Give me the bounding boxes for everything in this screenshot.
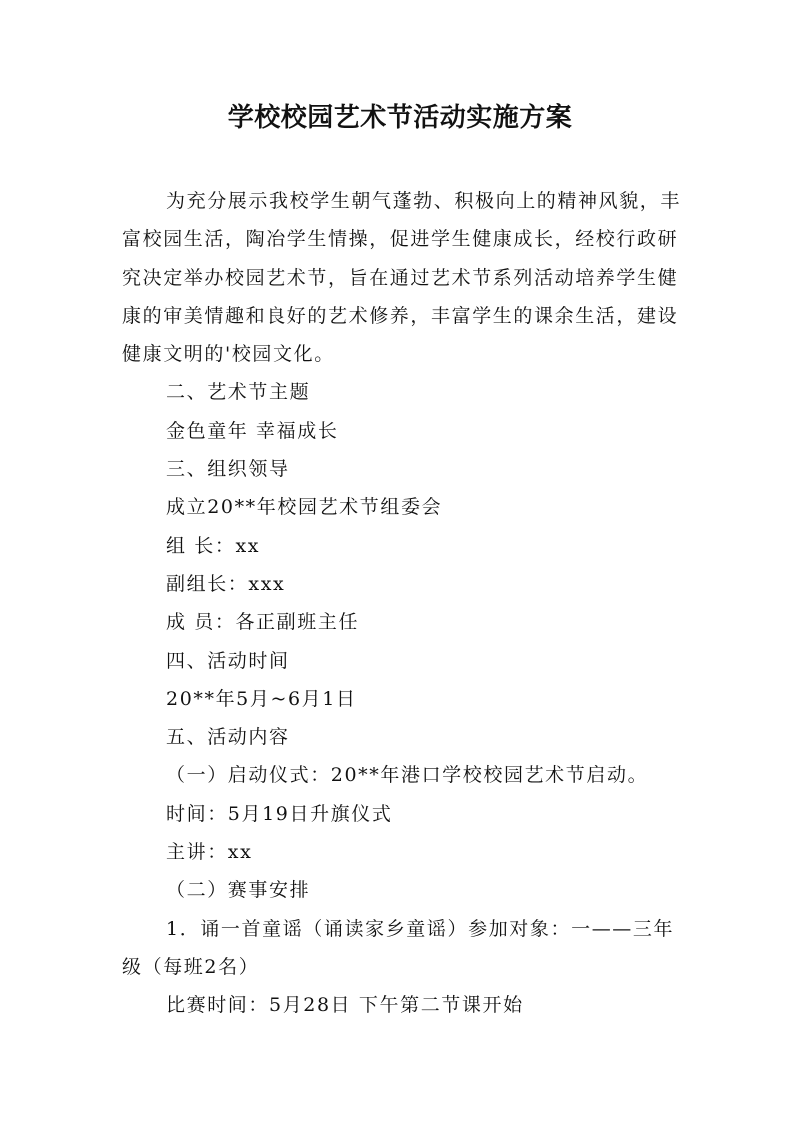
- competition-time-text: 比赛时间：5月28日 下午第二节课开始: [166, 994, 524, 1017]
- section-time-heading: 四、活动时间: [166, 649, 290, 672]
- theme-text: 金色童年 幸福成长: [166, 419, 339, 442]
- members-text: 成 员：各正副班主任: [166, 611, 360, 634]
- document-body: [122, 182, 688, 1025]
- ceremony-time-text: 时间：5月19日升旗仪式: [166, 802, 393, 825]
- launch-ceremony-text: （一）启动仪式：20**年港口学校校园艺术节启动。: [166, 764, 649, 787]
- event-arrangement-heading: （二）赛事安排: [166, 879, 311, 902]
- section-theme-heading: 二、艺术节主题: [166, 381, 311, 404]
- speaker-text: 主讲：xx: [166, 841, 253, 864]
- committee-text: 成立20**年校园艺术节组委会: [166, 496, 443, 519]
- leader-text: 组 长：xx: [166, 534, 261, 557]
- item-1-text: 1．诵一首童谣（诵读家乡童谣）参加对象：一——三年级（每班2名）: [122, 917, 675, 978]
- section-content-heading: 五、活动内容: [166, 726, 290, 749]
- activity-date-text: 20**年5月~6月1日: [166, 687, 357, 710]
- deputy-leader-text: 副组长：xxx: [166, 572, 286, 595]
- section-organization-heading: 三、组织领导: [166, 458, 290, 481]
- intro-paragraph: 为充分展示我校学生朝气蓬勃、积极向上的精神风貌，丰富校园生活，陶冶学生情操，促进学生健康成长，经校行政研究决定举办校园艺术节，旨在通过艺术节系列活动培养学生健康的审美情趣和良好的艺术修养，丰富学生的课余生活，建设健康文明的'校园文化。: [122, 190, 682, 366]
- document-title: 学校校园艺术节活动实施方案: [227, 103, 573, 133]
